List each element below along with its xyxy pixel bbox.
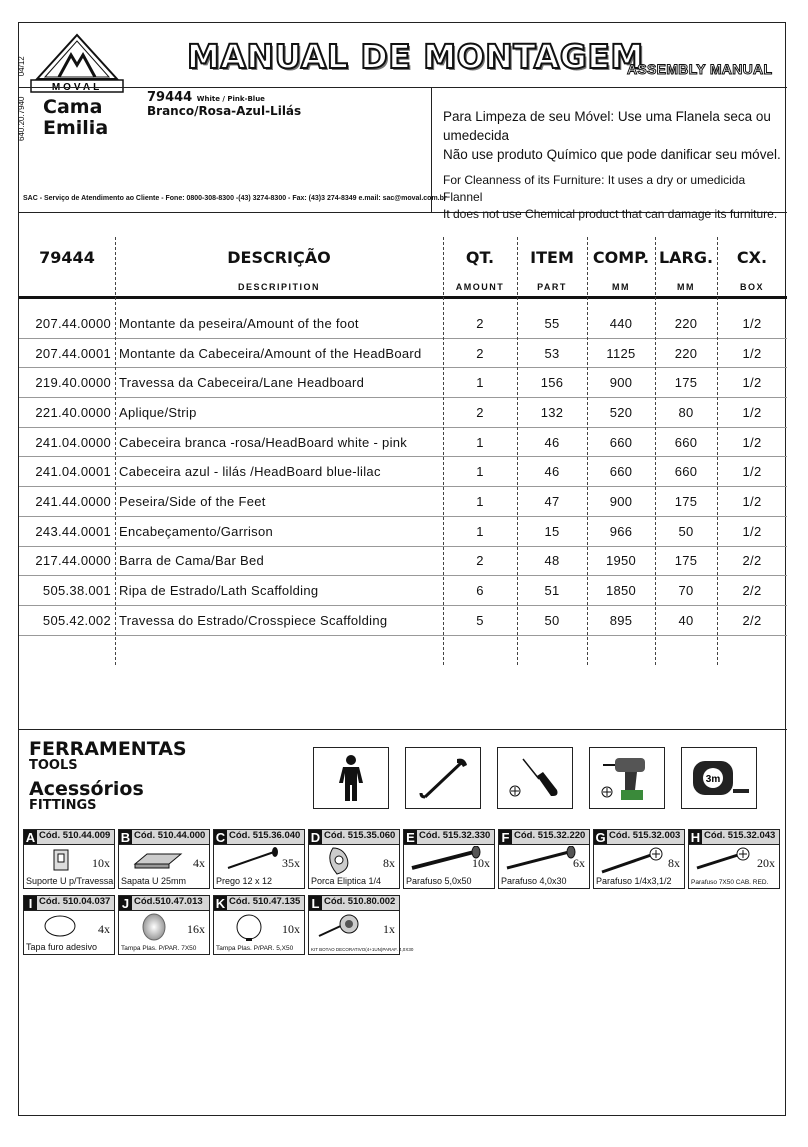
fitting-qty: 35x <box>282 856 300 870</box>
fitting-header <box>214 830 304 845</box>
fitting-card <box>23 895 115 955</box>
tape-measure-icon <box>687 753 751 803</box>
table-cell: 47 <box>544 493 560 509</box>
fitting-qty: 20x <box>757 856 775 870</box>
column-header: CX. <box>736 247 768 267</box>
table-cell: 5 <box>476 612 484 628</box>
table-row <box>19 428 787 458</box>
fitting-qty: 1x <box>383 922 395 936</box>
adhesive-cap-icon <box>42 914 78 938</box>
u-bracket-icon <box>48 848 74 874</box>
fitting-name: Porca Eliptica 1/4 <box>311 876 382 886</box>
tools-title: FERRAMENTAS <box>29 738 187 760</box>
column-subheader: MM <box>677 281 695 292</box>
screwdriver-icon <box>505 753 565 803</box>
fitting-code: Cód. 510.44.000 <box>134 830 206 841</box>
table-row <box>19 457 787 487</box>
tool-drill <box>589 747 665 809</box>
table-cell: 2 <box>476 404 484 420</box>
column-header: QT. <box>465 247 495 267</box>
customer-service-line: SAC - Serviço de Atendimento ao Cliente - Fone: 0800-308-8300 -(43) 3274-8300 - Fax: (43)3 274-8349 e.mail: sac@moval.com.br <box>23 195 447 202</box>
table-cell: 1/2 <box>742 434 762 450</box>
column-separator <box>655 237 656 665</box>
cleaning-pt-2: Não use produto Químico que pode danificar seu móvel. <box>443 147 781 162</box>
table-cell: 221.40.0000 <box>35 404 111 420</box>
fitting-letter: E <box>404 830 417 845</box>
cleaning-en-2: It does not use Chemical product that can damage its furniture. <box>443 207 778 221</box>
cleaning-instructions <box>443 107 783 223</box>
table-cell: 1/2 <box>742 375 762 391</box>
fitting-header <box>309 830 399 845</box>
hammer-icon <box>413 753 473 803</box>
table-cell: Travessa da Cabeceira/Lane Headboard <box>119 375 365 391</box>
table-cell: 207.44.0000 <box>35 315 111 331</box>
table-cell: Montante da peseira/Amount of the foot <box>119 315 359 331</box>
tool-person <box>313 747 389 809</box>
table-cell: 660 <box>674 464 698 480</box>
table-cell: 2 <box>476 553 484 569</box>
fitting-header <box>119 830 209 845</box>
table-cell: 1 <box>476 464 484 480</box>
table-cell: 220 <box>674 345 698 361</box>
table-cell: 895 <box>609 612 633 628</box>
tools-title-en: TOOLS <box>29 758 78 773</box>
nail-icon <box>222 846 282 872</box>
fitting-letter: F <box>499 830 512 845</box>
table-cell: 15 <box>544 523 560 539</box>
table-cell: 50 <box>544 612 560 628</box>
table-cell: 46 <box>544 464 560 480</box>
table-cell: 1 <box>476 375 484 391</box>
fitting-card <box>118 829 210 889</box>
table-cell: 505.38.001 <box>42 583 111 599</box>
table-cell: Cabeceira azul - lilás /HeadBoard blue-lilac <box>119 464 381 480</box>
header-divider <box>19 87 787 88</box>
fitting-name: Tampa Plas. P/PAR. 7X50 <box>121 945 197 952</box>
column-header: 79444 <box>39 247 95 267</box>
table-cell: 50 <box>678 523 694 539</box>
fitting-qty: 4x <box>98 922 110 936</box>
color-pt: Branco/Rosa-Azul-Lilás <box>147 104 302 118</box>
fitting-letter: L <box>309 896 322 911</box>
fitting-card <box>498 829 590 889</box>
column-separator <box>587 237 588 665</box>
table-cell: Peseira/Side of the Feet <box>119 493 266 509</box>
person-icon <box>331 753 371 803</box>
elliptic-nut-icon <box>325 846 351 876</box>
foot-pad-icon <box>133 848 183 870</box>
table-cell: 80 <box>678 404 694 420</box>
table-row <box>19 487 787 517</box>
table-cell: 660 <box>674 434 698 450</box>
fitting-name: Parafuso 5,0x50 <box>406 876 472 886</box>
color-en: White / Pink-Blue <box>196 95 265 103</box>
table-subheader <box>19 277 787 299</box>
svg-text:3m: 3m <box>705 774 721 785</box>
vertical-codes <box>17 51 26 141</box>
fitting-name: Sapata U 25mm <box>121 876 187 886</box>
fitting-code: Cód. 510.80.002 <box>324 896 396 907</box>
screw-icon <box>693 846 753 872</box>
table-cell: Encabeçamento/Garrison <box>119 523 274 539</box>
fitting-letter: G <box>595 830 606 845</box>
table-cell: 1/2 <box>742 523 762 539</box>
plastic-cap-icon <box>139 912 169 942</box>
fittings-title-en: FITTINGS <box>29 798 97 813</box>
column-separator <box>517 237 518 665</box>
fitting-header <box>119 896 209 911</box>
fitting-header <box>594 830 684 845</box>
screw-icon <box>503 846 583 872</box>
column-header: DESCRIÇÃO <box>227 247 331 267</box>
table-cell: 1 <box>476 493 484 509</box>
column-header: LARG. <box>658 247 714 267</box>
table-row <box>19 576 787 606</box>
header <box>17 23 787 221</box>
fitting-code: Cód. 510.04.037 <box>39 896 111 907</box>
table-row <box>19 309 787 339</box>
cleaning-pt-1: Para Limpeza de seu Móvel: Use uma Flanela seca ou umedecida <box>443 109 771 143</box>
fitting-code: Cód. 510.44.009 <box>39 830 111 841</box>
fitting-name: Parafuso 7X50 CAB. RED. <box>691 879 769 886</box>
table-cell: 1850 <box>605 583 637 599</box>
table-cell: 175 <box>674 375 698 391</box>
table-row <box>19 606 787 636</box>
fitting-name: Tapa furo adesivo <box>26 942 98 952</box>
product-code-value: 79444 <box>147 90 193 105</box>
column-subheader <box>19 277 115 296</box>
fitting-code: Cód. 515.32.043 <box>704 830 776 841</box>
column-subheader: BOX <box>739 281 764 292</box>
fitting-card <box>118 895 210 955</box>
column-separator <box>115 237 116 665</box>
doc-date: 04/12 <box>17 56 26 77</box>
bolt-icon <box>598 846 668 876</box>
table-row <box>19 547 787 577</box>
product-code <box>147 90 265 105</box>
table-cell: 2/2 <box>742 553 762 569</box>
fitting-letter: J <box>119 896 132 911</box>
table-cell: 6 <box>476 583 484 599</box>
table-cell: 1/2 <box>742 345 762 361</box>
manual-title: MANUAL DE MONTAGEM <box>187 37 644 76</box>
product-name <box>43 97 108 139</box>
table-cell: 2 <box>476 345 484 361</box>
tool-tape <box>681 747 757 809</box>
fitting-name: Parafuso 1/4x3,1/2 <box>596 876 672 886</box>
fitting-letter: B <box>120 830 131 845</box>
fitting-code: Cód. 515.35.060 <box>324 830 396 841</box>
moval-logo <box>27 31 127 93</box>
table-cell: 440 <box>609 315 633 331</box>
fitting-letter: I <box>24 896 37 911</box>
fitting-card <box>213 829 305 889</box>
column-subheader: DESCRIPITION <box>237 281 320 292</box>
fitting-header <box>214 896 304 911</box>
table-row <box>19 339 787 369</box>
column-separator <box>717 237 718 665</box>
product-name-line1: Cama <box>43 96 103 118</box>
table-cell: 1/2 <box>742 315 762 331</box>
product-name-line2: Emilia <box>43 117 109 139</box>
fittings-title: Acessórios <box>29 778 144 800</box>
column-subheader: MM <box>612 281 630 292</box>
fitting-letter: K <box>215 896 226 911</box>
cleaning-en-1: For Cleanness of its Furniture: It uses a dry or umedicida Flannel <box>443 173 746 204</box>
fitting-letter: A <box>25 830 36 845</box>
table-cell: 241.04.0001 <box>35 464 111 480</box>
table-cell: 660 <box>609 434 633 450</box>
table-cell: 2/2 <box>742 583 762 599</box>
table-cell: 900 <box>609 375 633 391</box>
table-cell: Aplique/Strip <box>119 404 197 420</box>
table-cell: Barra de Cama/Bar Bed <box>119 553 265 569</box>
table-cell: 966 <box>609 523 633 539</box>
table-body <box>19 309 787 636</box>
column-subheader: PART <box>537 281 567 292</box>
table-cell: 1950 <box>605 553 637 569</box>
fitting-qty: 4x <box>193 856 205 870</box>
table-cell: 1 <box>476 523 484 539</box>
fitting-qty: 10x <box>282 922 300 936</box>
fitting-card <box>403 829 495 889</box>
drill-icon <box>597 752 657 804</box>
table-cell: 51 <box>544 583 560 599</box>
tool-hammer <box>405 747 481 809</box>
table-cell: 219.40.0000 <box>35 375 111 391</box>
table-row <box>19 398 787 428</box>
fitting-card <box>23 829 115 889</box>
fitting-qty: 16x <box>187 922 205 936</box>
fitting-name: Prego 12 x 12 <box>216 876 273 886</box>
column-subheader: AMOUNT <box>455 281 505 292</box>
table-cell: 505.42.002 <box>42 612 111 628</box>
table-cell: Ripa de Estrado/Lath Scaffolding <box>119 583 319 599</box>
table-cell: 156 <box>540 375 564 391</box>
fitting-card <box>593 829 685 889</box>
table-cell: 1/2 <box>742 493 762 509</box>
fitting-qty: 8x <box>383 856 395 870</box>
fitting-qty: 6x <box>573 856 585 870</box>
brand-text: MOVAL <box>51 82 103 93</box>
table-cell: 1/2 <box>742 404 762 420</box>
doc-code: 640.20.7940 <box>17 96 26 141</box>
fitting-code: Cód. 515.32.330 <box>419 830 491 841</box>
manual-subtitle: ASSEMBLY MANUAL <box>627 61 773 77</box>
fitting-header <box>689 830 779 845</box>
fitting-name: Parafuso 4,0x30 <box>501 876 567 886</box>
table-cell: 660 <box>609 464 633 480</box>
fitting-name: KIT BOTAO DECORATIVO(4+1UN)PARAF. 4,0X30 <box>311 947 414 952</box>
table-cell: 243.44.0001 <box>35 523 111 539</box>
fitting-header <box>24 896 114 911</box>
fitting-card <box>308 829 400 889</box>
table-cell: 241.04.0000 <box>35 434 111 450</box>
table-cell: 40 <box>678 612 694 628</box>
table-cell: 207.44.0001 <box>35 345 111 361</box>
fitting-card <box>308 895 414 955</box>
table-cell: Travessa do Estrado/Crosspiece Scaffolding <box>119 612 388 628</box>
fitting-qty: 10x <box>92 856 110 870</box>
manual-page <box>18 22 786 1116</box>
fitting-letter: D <box>310 830 321 845</box>
fitting-header <box>499 830 589 845</box>
table-cell: 175 <box>674 553 698 569</box>
table-cell: 70 <box>678 583 694 599</box>
section-divider <box>19 729 787 730</box>
decorative-knob-icon <box>315 912 365 940</box>
fitting-header <box>24 830 114 845</box>
table-cell: 1125 <box>606 345 636 361</box>
table-cell: 220 <box>674 315 698 331</box>
table-cell: 520 <box>609 404 633 420</box>
fitting-letter: C <box>215 830 226 845</box>
fitting-code: Cód. 515.32.220 <box>514 830 586 841</box>
parts-table <box>19 237 787 636</box>
plastic-cap-icon <box>234 912 264 942</box>
fitting-header <box>404 830 494 845</box>
table-cell: 132 <box>540 404 564 420</box>
table-cell: 1/2 <box>742 464 762 480</box>
table-cell: 55 <box>544 315 560 331</box>
fitting-header <box>309 896 399 911</box>
table-cell: 2 <box>476 315 484 331</box>
fitting-name: Suporte U p/Travessa <box>26 876 114 886</box>
fitting-card <box>213 895 305 955</box>
column-header: COMP. <box>592 247 650 267</box>
fitting-code: Cód. 515.32.003 <box>609 830 681 841</box>
table-cell: 241.44.0000 <box>35 493 111 509</box>
tool-screwdriver <box>497 747 573 809</box>
table-header <box>19 237 787 277</box>
table-cell: 48 <box>544 553 560 569</box>
fitting-code: Cód.510.47.013 <box>134 896 203 907</box>
tools-heading <box>29 739 187 813</box>
fitting-qty: 10x <box>472 856 490 870</box>
table-cell: 2/2 <box>742 612 762 628</box>
fitting-qty: 8x <box>668 856 680 870</box>
table-cell: 1 <box>476 434 484 450</box>
fitting-code: Cód. 515.36.040 <box>229 830 301 841</box>
table-cell: 217.44.0000 <box>35 553 111 569</box>
fitting-letter: H <box>690 830 701 845</box>
table-row <box>19 517 787 547</box>
table-row <box>19 368 787 398</box>
table-cell: 175 <box>674 493 698 509</box>
column-header: ITEM <box>530 247 574 267</box>
fitting-name: Tampa Plas. P/PAR. 5,X50 <box>216 945 294 952</box>
table-cell: Montante da Cabeceira/Amount of the HeadBoard <box>119 345 422 361</box>
table-cell: 46 <box>544 434 560 450</box>
table-cell: Cabeceira branca -rosa/HeadBoard white - pink <box>119 434 408 450</box>
table-cell: 900 <box>609 493 633 509</box>
column-separator <box>443 237 444 665</box>
fitting-card <box>688 829 780 889</box>
fitting-code: Cód. 510.47.135 <box>229 896 301 907</box>
table-cell: 53 <box>544 345 560 361</box>
